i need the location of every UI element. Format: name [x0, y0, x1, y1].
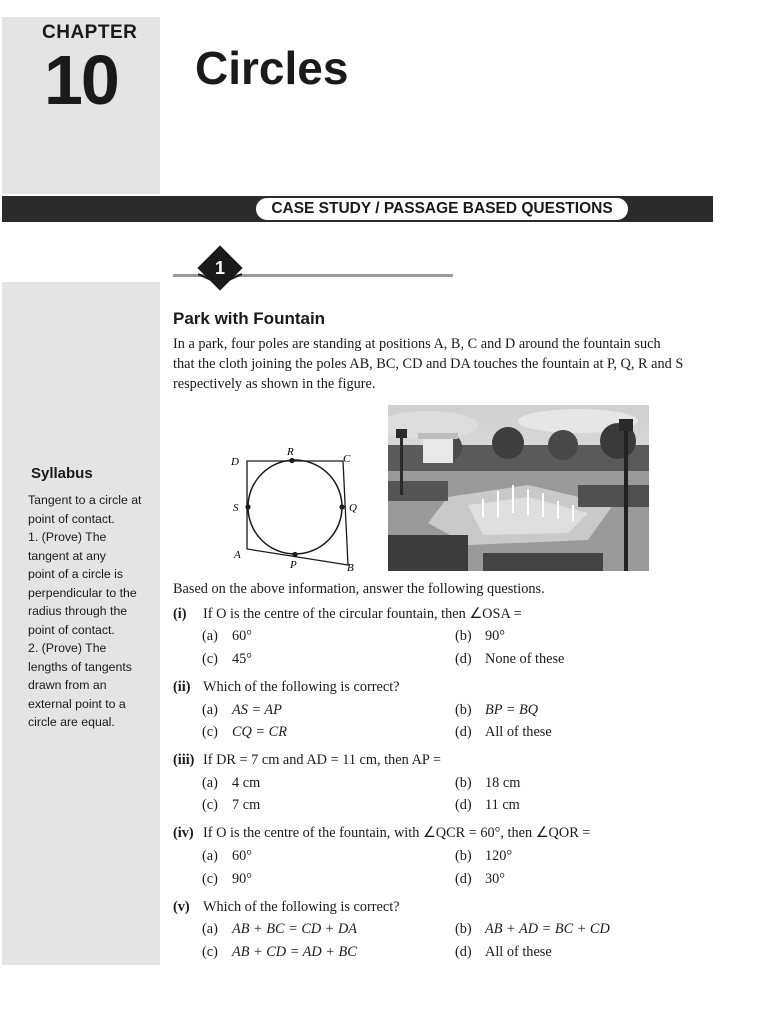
question-3: [173, 752, 441, 769]
option-letter: (c): [202, 871, 218, 887]
option-letter: (c): [202, 797, 218, 813]
question-number: (iii): [173, 752, 195, 768]
option-text: 90°: [232, 871, 253, 887]
option-text: 30°: [485, 871, 506, 887]
label-p: P: [290, 559, 297, 571]
question-number: (iv): [173, 825, 194, 841]
syllabus-line: tangent at any: [28, 548, 106, 563]
syllabus-text: [28, 491, 156, 732]
option-2b[interactable]: [455, 702, 538, 719]
intro-line: that the cloth joining the poles AB, BC, CD and DA touches the fountain at P, Q, R and S: [173, 356, 684, 372]
label-b: B: [347, 562, 354, 573]
syllabus-line: point of a circle is: [28, 567, 124, 581]
park-fountain-photo: [388, 405, 649, 571]
option-text: 120°: [485, 848, 513, 864]
option-letter: (a): [202, 921, 218, 937]
option-2d[interactable]: [455, 724, 552, 741]
option-letter: (c): [202, 944, 218, 960]
chapter-label: CHAPTER: [42, 22, 138, 43]
label-r: R: [287, 446, 294, 458]
option-letter: (a): [202, 702, 218, 718]
chapter-title: Circles: [195, 42, 349, 94]
option-text: None of these: [485, 651, 565, 667]
intro-line: In a park, four poles are standing at positions A, B, C and D around the fountain such: [173, 336, 661, 352]
syllabus-line: perpendicular to the: [28, 585, 137, 600]
syllabus-line: circle are equal.: [28, 715, 115, 729]
option-letter: (d): [455, 651, 472, 667]
option-letter: (b): [455, 628, 472, 644]
case-title: Park with Fountain: [173, 309, 326, 328]
option-1c[interactable]: [202, 651, 252, 668]
syllabus-line: lengths of tangents: [28, 659, 132, 674]
syllabus-heading: Syllabus: [31, 465, 93, 482]
option-4d[interactable]: [455, 871, 505, 888]
option-text: 90°: [485, 628, 506, 644]
option-5d[interactable]: [455, 944, 552, 961]
label-q: Q: [349, 502, 357, 514]
option-3d[interactable]: [455, 797, 520, 814]
option-3c[interactable]: [202, 797, 260, 814]
option-letter: (d): [455, 871, 472, 887]
option-text: 4 cm: [232, 775, 261, 791]
syllabus-line: point of contact.: [28, 511, 115, 526]
option-letter: (a): [202, 848, 218, 864]
syllabus-line: 2. (Prove) The: [28, 641, 107, 655]
syllabus-line: radius through the: [28, 604, 128, 618]
option-2a[interactable]: [202, 702, 282, 719]
question-4: [173, 825, 590, 842]
option-3b[interactable]: [455, 775, 520, 792]
label-s: S: [233, 502, 239, 514]
case-intro: [173, 334, 718, 394]
option-5a[interactable]: [202, 921, 357, 938]
question-number: (ii): [173, 679, 191, 695]
option-4b[interactable]: [455, 848, 512, 865]
option-2c[interactable]: [202, 724, 287, 741]
case-number: 1: [214, 258, 225, 278]
option-text: AS = AP: [232, 702, 282, 718]
option-letter: (b): [455, 921, 472, 937]
option-4a[interactable]: [202, 848, 252, 865]
question-2: [173, 679, 400, 696]
option-letter: (c): [202, 651, 218, 667]
option-4c[interactable]: [202, 871, 252, 888]
option-text: AB + CD = AD + BC: [232, 944, 357, 960]
option-letter: (a): [202, 775, 218, 791]
label-c: C: [343, 453, 351, 465]
syllabus-line: 1. (Prove) The: [28, 530, 107, 544]
option-1a[interactable]: [202, 628, 252, 645]
question-1: [173, 606, 522, 623]
option-letter: (b): [455, 702, 472, 718]
option-text: 11 cm: [485, 797, 520, 813]
label-d: D: [231, 456, 239, 468]
option-1d[interactable]: [455, 651, 564, 668]
option-text: BP = BQ: [485, 702, 539, 718]
option-5c[interactable]: [202, 944, 357, 961]
section-banner: CASE STUDY / PASSAGE BASED QUESTIONS: [254, 196, 630, 222]
option-text: 60°: [232, 628, 253, 644]
question-text: Which of the following is correct?: [203, 679, 400, 695]
option-1b[interactable]: [455, 628, 505, 645]
option-text: All of these: [485, 724, 552, 740]
question-5: [173, 899, 400, 916]
circle-quadrilateral-figure: [225, 443, 365, 573]
label-a: A: [234, 549, 241, 561]
option-letter: (b): [455, 775, 472, 791]
option-letter: (a): [202, 628, 218, 644]
option-letter: (b): [455, 848, 472, 864]
option-5b[interactable]: [455, 921, 610, 938]
option-letter: (c): [202, 724, 218, 740]
question-text: Which of the following is correct?: [203, 899, 400, 915]
option-3a[interactable]: [202, 775, 260, 792]
option-text: 60°: [232, 848, 253, 864]
option-text: AB + AD = BC + CD: [485, 921, 610, 937]
syllabus-line: Tangent to a circle at: [28, 493, 142, 507]
question-number: (v): [173, 899, 190, 915]
syllabus-line: point of contact.: [28, 622, 115, 637]
option-text: 18 cm: [485, 775, 521, 791]
intro-line: respectively as shown in the figure.: [173, 376, 376, 392]
option-letter: (d): [455, 797, 472, 813]
chapter-number: 10: [44, 41, 118, 119]
option-text: 7 cm: [232, 797, 261, 813]
syllabus-line: external point to a: [28, 696, 126, 711]
option-text: 45°: [232, 651, 253, 667]
option-text: CQ = CR: [232, 724, 287, 740]
option-text: All of these: [485, 944, 552, 960]
syllabus-line: drawn from an: [28, 678, 107, 692]
question-text: If O is the centre of the fountain, with ∠QCR = 60°, then ∠QOR =: [203, 825, 591, 841]
option-text: AB + BC = CD + DA: [232, 921, 358, 937]
based-on-text: Based on the above information, answer the following questions.: [173, 581, 545, 597]
question-text: If O is the centre of the circular fountain, then ∠OSA =: [203, 606, 522, 622]
question-text: If DR = 7 cm and AD = 11 cm, then AP =: [203, 752, 441, 768]
question-number: (i): [173, 606, 187, 622]
option-letter: (d): [455, 944, 472, 960]
option-letter: (d): [455, 724, 472, 740]
